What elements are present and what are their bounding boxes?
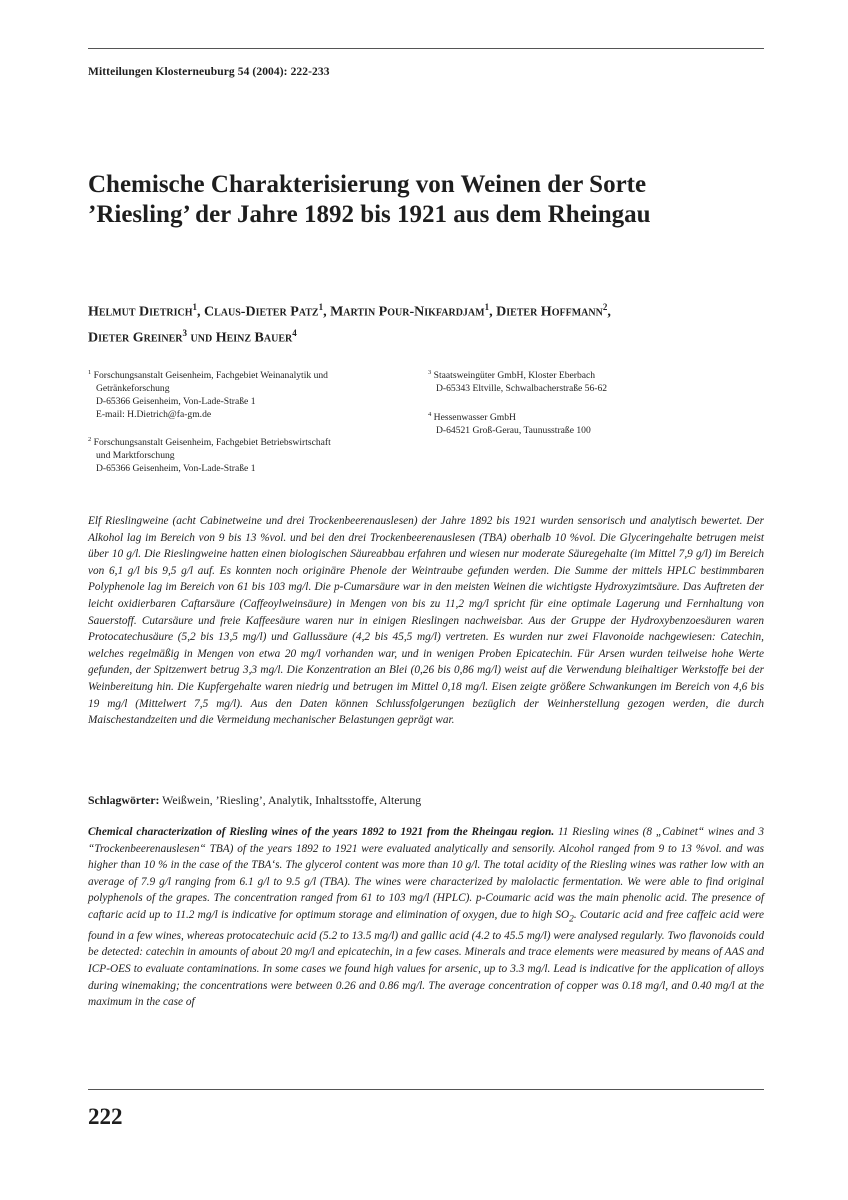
author-separator: , <box>607 304 611 320</box>
author-separator: , <box>323 304 331 320</box>
author-separator: und <box>187 330 216 346</box>
author-name: Helmut Dietrich <box>88 304 193 320</box>
author-affiliation-mark: 1 <box>318 302 324 312</box>
keywords-text: Weißwein, ’Riesling’, Analytik, Inhaltsstoffe, Alterung <box>159 793 422 807</box>
affiliation-line: D-65343 Eltville, Schwalbacherstraße 56-62 <box>436 383 608 395</box>
author-affiliation-mark: 1 <box>192 302 198 312</box>
author-affiliation-mark: 2 <box>602 302 608 312</box>
title-line-1: Chemische Charakterisierung von Weinen der Sorte <box>88 171 647 198</box>
journal-citation: Mitteilungen Klosterneuburg 54 (2004): 222-233 <box>88 66 330 78</box>
affiliation-email: E-mail: H.Dietrich@fa-gm.de <box>96 409 212 421</box>
author-separator: , <box>197 304 205 320</box>
author-separator: , <box>489 304 497 320</box>
affiliation-1 <box>88 366 418 421</box>
header-rule <box>88 48 764 49</box>
affiliation-number: 4 <box>428 411 432 418</box>
affiliation-number: 2 <box>88 436 92 443</box>
abstract-english-text: 11 Riesling wines (8 „Cabinet“ wines and 3 “Trockenbeerenauslesen“ TBA) of the years 1892 to 1921 were evaluated analytically and sensorily. Alcohol ranged from 9 to 13 %vol. and was higher than 10 % in the case of the TBA‘s. The glycerol content was more than 10 g/l. The total acidity of the Riesling wines was rather low with an average of 7.9 g/l ranging from 6.1 g/l to 9.5 g/l (TBA). The wines were characterized by malolactic fermentation. We were able to find original polyphenols of the grapes. The concentration ranged from 61 to 103 mg/l (HPLC). p-Coumaric acid was the main phenolic acid. The presence of caftaric acid up to 11.2 mg/l is indicative for optimum storage and elimination of oxygen, due to high SO <box>88 826 764 921</box>
author-name: Claus-Dieter Patz <box>204 304 319 320</box>
keywords-label: Schlagwörter: <box>88 793 160 807</box>
keywords <box>88 792 421 808</box>
author-affiliation-mark: 1 <box>484 302 490 312</box>
affiliation-line: Forschungsanstalt Geisenheim, Fachgebiet Weinanalytik und <box>93 370 328 382</box>
page-number: 222 <box>88 1104 123 1129</box>
abstract-english-title: Chemical characterization of Riesling wines of the years 1892 to 1921 from the Rheingau region. <box>88 826 555 838</box>
author-name: Heinz Bauer <box>215 330 293 346</box>
affiliation-line: Hessenwasser GmbH <box>433 412 516 424</box>
title-line-2: ’Riesling’ der Jahre 1892 bis 1921 aus dem Rheingau <box>88 201 651 228</box>
author-affiliation-mark: 4 <box>292 327 297 338</box>
affiliation-number: 1 <box>88 369 92 376</box>
affiliation-line: D-65366 Geisenheim, Von-Lade-Straße 1 <box>96 396 256 408</box>
affiliation-line: und Marktforschung <box>96 450 175 462</box>
author-name: Martin Pour-Nikfardjam <box>330 304 485 320</box>
affiliation-line: Forschungsanstalt Geisenheim, Fachgebiet Betriebswirtschaft <box>93 437 331 449</box>
abstract-english <box>88 824 764 1011</box>
abstract-german: Elf Rieslingweine (acht Cabinetweine und drei Trockenbeerenauslesen) der Jahre 1892 bis 1921 wurden sensorisch und analytisch bewertet. Der Alkohol lag im Bereich von 9 bis 13 %vol. und bei den drei Trockenbeerenauslesen (TBA) oberhalb 10 %vol. Die Glyceringehalte betrugen meist über 10 g/l. Die Rieslingweine hatten einen biologischen Säureabbau erfahren und wiesen nur moderate Säuregehalte (im Mittel 7,9 g/l) im Bereich von 6,1 g/l bis 9,5 g/l auf. Es konnten noch originäre Phenole der Weintraube gefunden werden. Die Summe der mittels HPLC bestimmbaren Polyphenole lag im Bereich von 61 bis 103 mg/l. Die p-Cumarsäure war in den meisten Weinen die wichtigste Hydroxyzimtsäure. Das Auftreten der leicht oxidierbaren Caftarsäure (Caffeoylweinsäure) in Mengen von bis zu 11,2 mg/l spricht für eine optimale Lagerung und Fernhaltung von Sauerstoff. Cutarsäure und freie Kaffeesäure waren nur in einigen Rieslingen nachweisbar. Aus der Gruppe der Hydroxybenzoesäuren waren Protocatechusäure (5,2 bis 13,5 mg/l) und Gallussäure (4,2 bis 45,5 mg/l) vertreten. Es wurden nur zwei Flavonoide nachgewiesen: Catechin, welches regelmäßig in Mengen von etwa 20 mg/l vorhanden war, und in wenigen Proben Epicatechin. Für Arsen wurden teilweise hohe Werte gefunden, der Spitzenwert betrug 3,3 mg/l. Die Konzentration an Blei (0,26 bis 0,86 mg/l) weist auf die Verwendung bleihaltiger Werkstoffe bei der Weinbereitung hin. Die Kupfergehalte waren niedrig und betrugen im Mittel 0,18 mg/l. Eisen zeigte größere Schwankungen im Bereich von 4,6 bis 19 mg/l (Mittelwert 7,5 mg/l). Aus den Daten können Schlussfolgerungen bezüglich der Weinherstellung gezogen werden, die durch Maischestandzeiten und die Vermeidung mechanischer Belastungen geprägt war. <box>88 515 764 727</box>
affiliation-line: D-65366 Geisenheim, Von-Lade-Straße 1 <box>96 463 256 475</box>
affiliation-3 <box>428 366 758 395</box>
affiliation-line: Getränkeforschung <box>96 383 170 395</box>
author-name: Dieter Hoffmann <box>496 304 603 320</box>
affiliation-line: Staatsweingüter GmbH, Kloster Eberbach <box>433 370 596 382</box>
author-affiliation-mark: 3 <box>182 327 188 338</box>
affiliation-4 <box>428 408 758 437</box>
abstract-english-text: . Coutaric acid and free caffeic acid were found in a few wines, whereas protocatechuic acid (5.2 to 13.5 mg/l) and gallic acid (4.2 to 45.5 mg/l) were analysed regularly. Two flavonoids could be detected: catechin in amounts of about 20 mg/l and epicatechin, in a few cases. Minerals and trace elements were measured by means of AAS and ICP-OES to evaluate contaminations. In some cases we found high values for arsenic, up to 3.3 mg/l. Lead is indicative for the application of alloys during winemaking; the concentrations were between 0.26 and 0.86 mg/l. The average concentration of copper was 0.18 mg/l, and 0.40 mg/l at the maximum in the case of <box>88 908 764 1009</box>
affiliation-2 <box>88 433 418 475</box>
author-list <box>88 297 768 348</box>
subscript: 2 <box>569 914 574 925</box>
affiliation-number: 3 <box>428 369 432 376</box>
author-name: Dieter Greiner <box>88 330 183 346</box>
affiliation-line: D-64521 Groß-Gerau, Taunusstraße 100 <box>436 425 591 437</box>
footer-rule <box>88 1089 764 1090</box>
article-title <box>88 170 768 230</box>
